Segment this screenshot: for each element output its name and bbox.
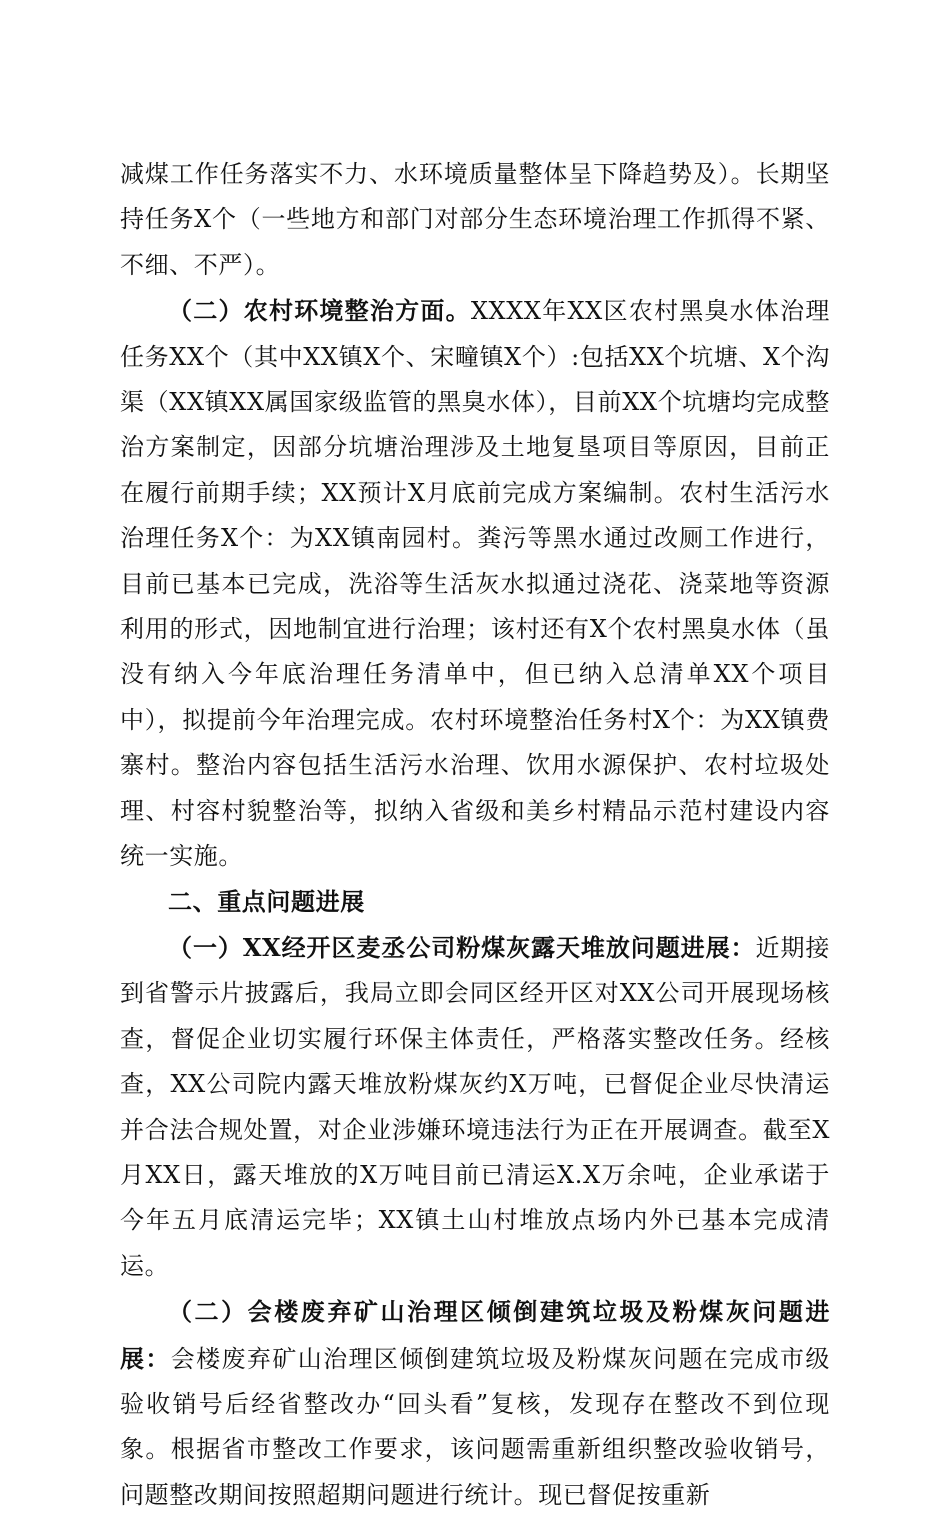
- paragraph-lead: （二）会楼废弃矿山治理区倾倒建筑垃圾及粉煤灰问题进展：: [120, 1297, 830, 1373]
- document-body: [120, 152, 830, 1518]
- paragraph-mine-dumping-issue: [120, 1289, 830, 1518]
- paragraph-lead: （二）农村环境整治方面。: [168, 296, 471, 326]
- section-heading: 二、重点问题进展: [168, 887, 365, 916]
- paragraph-lead: （一）XX经开区麦丞公司粉煤灰露天堆放问题进展：: [168, 932, 756, 962]
- paragraph-rural-environment: [120, 288, 830, 879]
- paragraph-text: XXXX年XX区农村黑臭水体治理任务XX个（其中XX镇X个、宋疃镇X个）:包括XX个坑塘、X个沟渠（XX镇XX属国家级监管的黑臭水体），目前XX个坑塘均完成整治方案制定，因部分坑塘治理涉及土地复垦项目等原因，目前正在履行前期手续；XX预计X月底前完成方案编制。农村生活污水治理任务X个：为XX镇南园村。粪污等黑水通过改厕工作进行，目前已基本已完成，洗浴等生活灰水拟通过浇花、浇菜地等资源利用的形式，因地制宜进行治理；该村还有X个农村黑臭水体（虽没有纳入今年底治理任务清单中，但已纳入总清单XX个项目中），拟提前今年治理完成。农村环境整治任务村X个：为XX镇费寨村。整治内容包括生活污水治理、饮用水源保护、农村垃圾处理、村容村貌整治等，拟纳入省级和美乡村精品示范村建设内容统一实施。: [120, 297, 830, 871]
- paragraph-fly-ash-issue: [120, 925, 830, 1289]
- paragraph-continuation: 减煤工作任务落实不力、水环境质量整体呈下降趋势及）。长期坚持任务X个（一些地方和部门对部分生态环境治理工作抓得不紧、不细、不严）。: [120, 160, 830, 279]
- paragraph-text: 近期接到省警示片披露后，我局立即会同区经开区对XX公司开展现场核查，督促企业切实履行环保主体责任，严格落实整改任务。经核查，XX公司院内露天堆放粉煤灰约X万吨，已督促企业尽快清运并合法合规处置，对企业涉嫌环境违法行为正在开展调查。截至X月XX日，露天堆放的X万吨目前已清运X.X万余吨，企业承诺于今年五月底清运完毕；XX镇土山村堆放点场内外已基本完成清运。: [120, 933, 830, 1280]
- paragraph-text: 会楼废弃矿山治理区倾倒建筑垃圾及粉煤灰问题在完成市级验收销号后经省整改办“回头看”复核，发现存在整改不到位现象。根据省市整改工作要求，该问题需重新组织整改验收销号，问题整改期间按照超期问题进行统计。现已督促按重新: [120, 1344, 830, 1509]
